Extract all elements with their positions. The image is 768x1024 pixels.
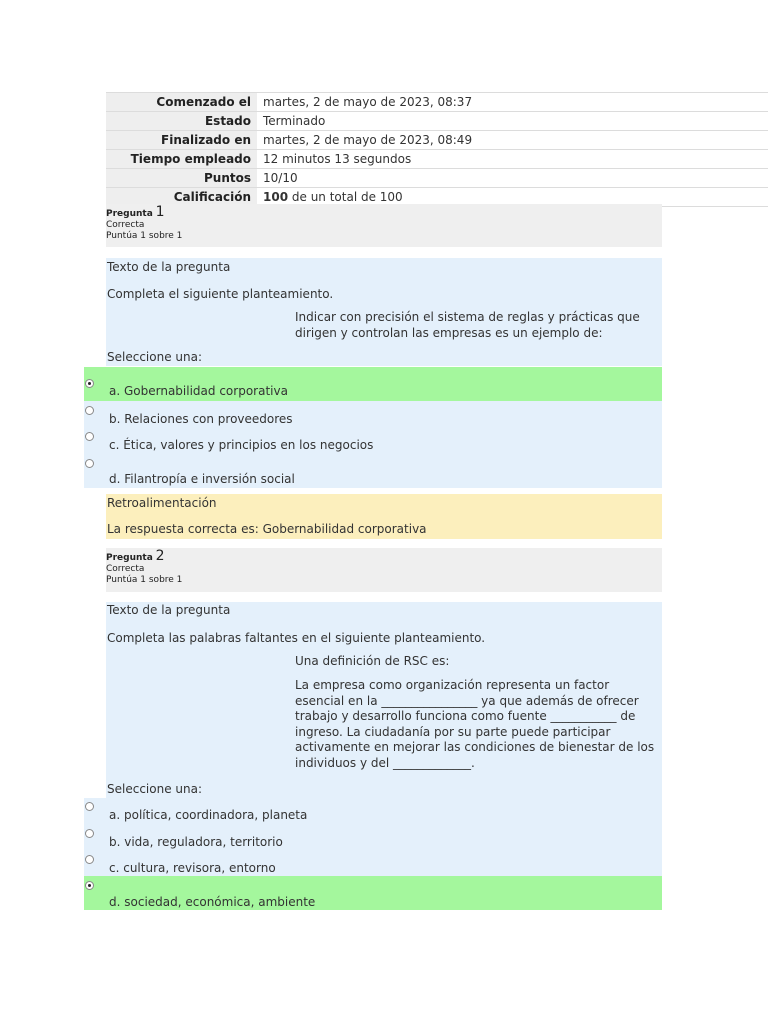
answer-option-d[interactable] [84,455,662,488]
radio-button[interactable] [85,406,94,415]
answer-option-label: d. Filantropía e inversión social [109,472,295,486]
summary-row [106,131,768,150]
question-text-label: Texto de la pregunta [107,260,231,274]
radio-button[interactable] [85,432,94,441]
summary-value: martes, 2 de mayo de 2023, 08:37 [257,93,768,112]
summary-value: 12 minutos 13 segundos [257,150,768,169]
answer-option-label: d. sociedad, económica, ambiente [109,895,316,909]
summary-label: Puntos [106,169,257,188]
answer-option-label: b. Relaciones con proveedores [109,412,293,426]
answer-option-a[interactable] [84,367,662,401]
answer-option-b[interactable] [84,401,662,428]
summary-value: martes, 2 de mayo de 2023, 08:49 [257,131,768,150]
answer-option-label: c. Ética, valores y principios en los negocios [109,438,374,452]
attempt-summary-table [106,92,768,207]
question-instruction: Completa las palabras faltantes en el siguiente planteamiento. [107,631,486,645]
grade-total: de un total de 100 [288,190,403,204]
summary-row [106,93,768,112]
radio-button[interactable] [85,829,94,838]
summary-value: 10/10 [257,169,768,188]
question-label: Pregunta [106,553,153,563]
question-2-info [106,548,662,592]
radio-button[interactable] [85,881,94,890]
question-status: Correcta [106,564,145,574]
feedback-text: La respuesta correcta es: Gobernabilidad corporativa [107,522,427,536]
summary-row [106,169,768,188]
radio-button[interactable] [85,855,94,864]
question-number: 2 [155,548,165,564]
question-2-content [106,602,662,798]
question-stem: La empresa como organización representa un factor esencial en la ________________ ya que además de ofrecer trabajo y desarrollo funciona como fuente ___________ de ingreso. La ciudadanía por su parte puede participar activamente en mejorar las condiciones de bienestar de los individuos y del _____________. [295,678,655,770]
summary-label: Finalizado en [106,131,257,150]
grade-value: 100 [263,190,289,204]
select-one-label: Seleccione una: [107,350,202,364]
summary-row [106,112,768,131]
question-score: Puntúa 1 sobre 1 [106,231,183,241]
answer-option-label: a. Gobernabilidad corporativa [109,384,288,398]
question-text-label: Texto de la pregunta [107,603,231,617]
radio-button[interactable] [85,802,94,811]
summary-value: Terminado [257,112,768,131]
summary-row [106,150,768,169]
answer-option-d[interactable] [84,876,662,910]
summary-label: Tiempo empleado [106,150,257,169]
answer-option-a[interactable] [84,798,662,824]
question-number: 1 [155,204,165,220]
question-1-info [106,204,662,247]
question-instruction: Completa el siguiente planteamiento. [107,287,334,301]
feedback-label: Retroalimentación [107,496,217,510]
question-1-content [106,258,662,366]
feedback-box [106,494,662,539]
radio-button[interactable] [85,379,94,388]
radio-button[interactable] [85,459,94,468]
summary-label: Estado [106,112,257,131]
question-stem: Indicar con precisión el sistema de reglas y prácticas que dirigen y controlan las empresas es un ejemplo de: [295,310,640,340]
answer-option-label: b. vida, reguladora, territorio [109,835,283,849]
summary-label: Calificación [106,188,257,207]
summary-label: Comenzado el [106,93,257,112]
answer-option-c[interactable] [84,851,662,876]
question-stem-title: Una definición de RSC es: [295,654,450,668]
question-label: Pregunta [106,209,153,219]
answer-option-label: c. cultura, revisora, entorno [109,861,276,875]
select-one-label: Seleccione una: [107,782,202,796]
question-status: Correcta [106,220,145,230]
answer-option-c[interactable] [84,428,662,455]
question-score: Puntúa 1 sobre 1 [106,575,183,585]
answer-option-b[interactable] [84,824,662,851]
answer-option-label: a. política, coordinadora, planeta [109,808,308,822]
